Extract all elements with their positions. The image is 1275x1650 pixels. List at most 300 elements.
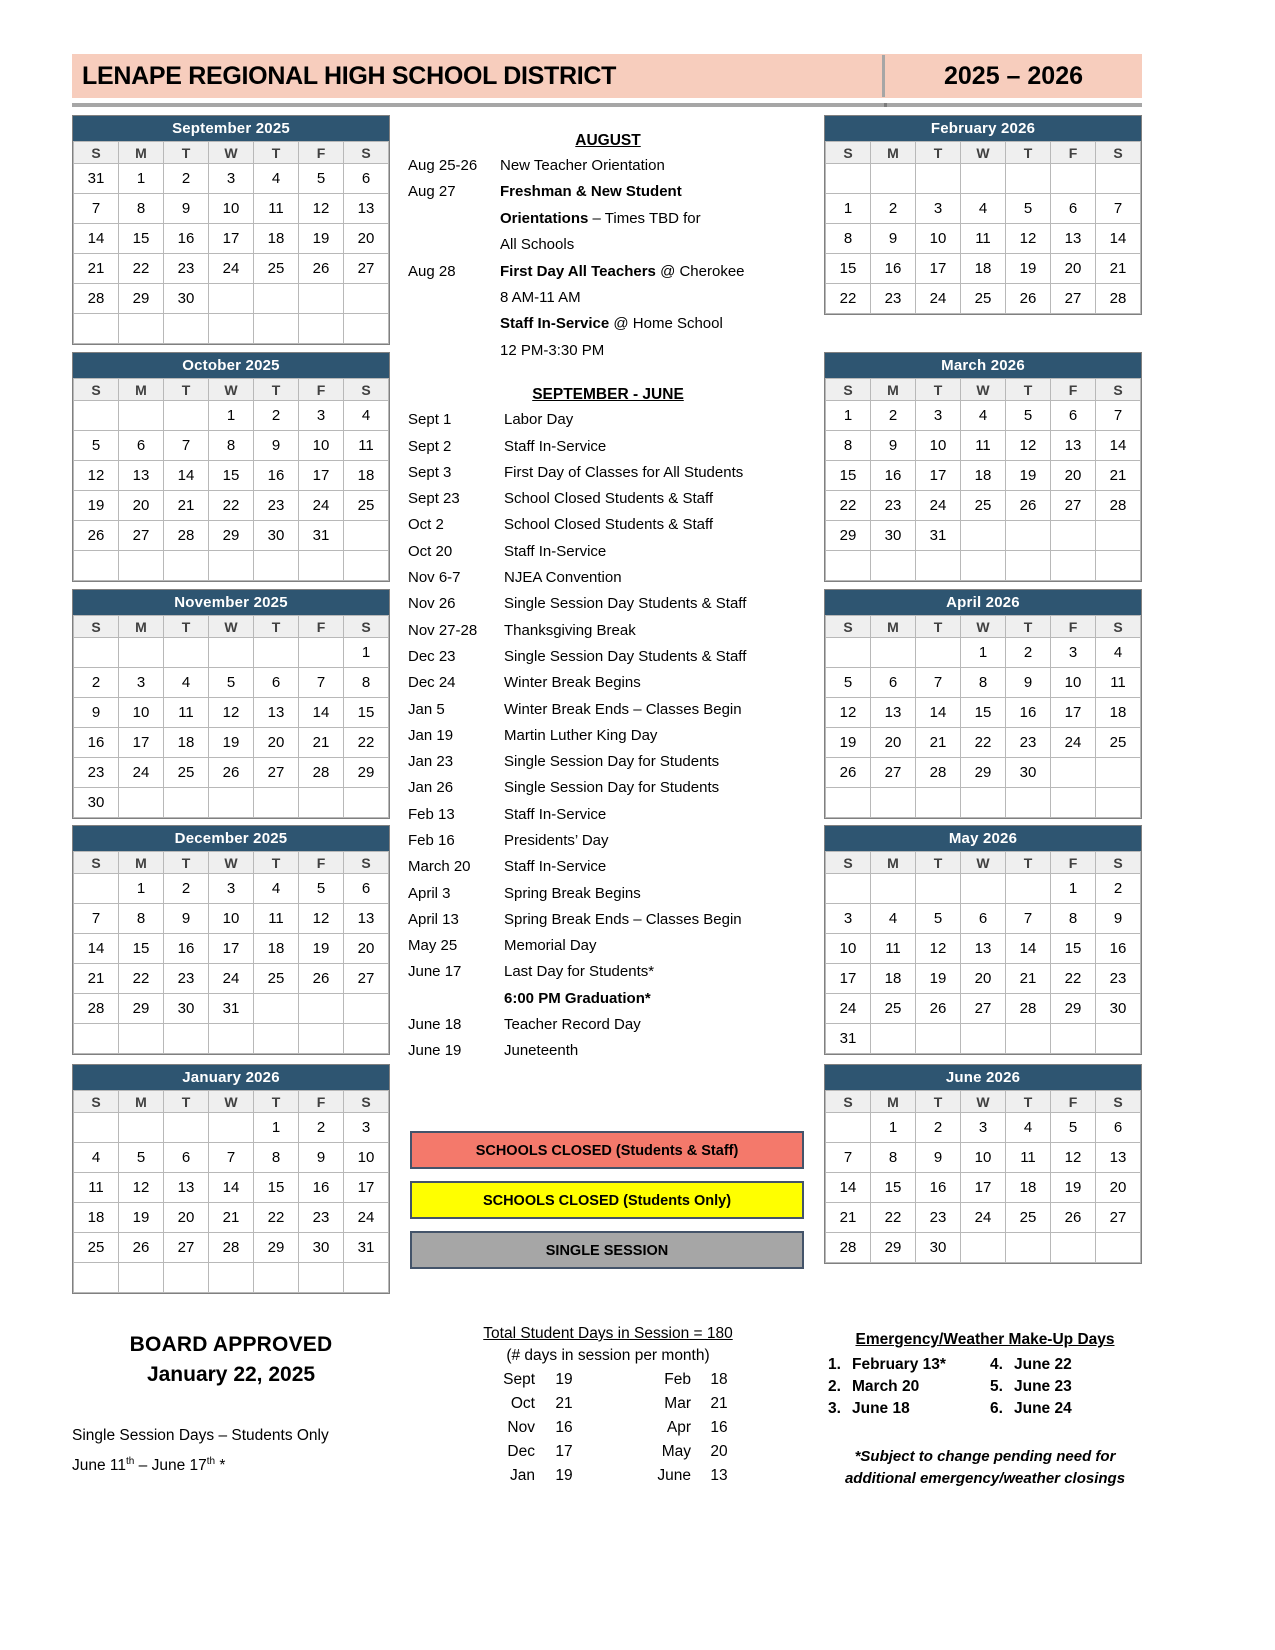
day-cell: 7 <box>916 668 961 698</box>
event-text <box>504 802 808 828</box>
week-row <box>74 164 389 194</box>
day-cell: 10 <box>119 698 164 728</box>
day-cell: 18 <box>74 1203 119 1233</box>
event-text-part: 8 AM-11 AM <box>500 289 581 307</box>
day-cell: 2 <box>1006 638 1051 668</box>
month-days-spacer <box>593 1440 633 1464</box>
day-cell: 7 <box>1006 904 1051 934</box>
day-cell: 5 <box>1006 194 1051 224</box>
weekday-header: F <box>1051 1091 1096 1113</box>
day-cell: 17 <box>826 964 871 994</box>
event-row <box>408 539 808 565</box>
day-cell: 4 <box>254 874 299 904</box>
day-cell: 6 <box>871 668 916 698</box>
week-row <box>74 1233 389 1263</box>
week-row <box>74 1263 389 1293</box>
event-row <box>408 232 808 258</box>
day-cell: 30 <box>871 521 916 551</box>
day-cell: 7 <box>164 431 209 461</box>
day-cell <box>1051 758 1096 788</box>
days-per-month-table <box>469 1368 747 1488</box>
event-text-part: Single Session Day for Students <box>504 753 720 771</box>
events-spacer <box>408 364 808 386</box>
week-row <box>826 254 1141 284</box>
day-cell: 8 <box>344 668 389 698</box>
day-cell: 19 <box>1006 461 1051 491</box>
week-row <box>826 874 1141 904</box>
makeup-v2: June 23 <box>1014 1378 1072 1395</box>
day-cell: 8 <box>826 431 871 461</box>
emergency-note: *Subject to change pending need for additional emergency/weather closings <box>844 1448 1126 1487</box>
day-cell <box>1096 164 1141 194</box>
day-cell: 26 <box>826 758 871 788</box>
event-text-part: Single Session Day Students & Staff <box>504 647 747 665</box>
event-row <box>408 881 808 907</box>
day-cell <box>1051 521 1096 551</box>
day-cell: 28 <box>826 1233 871 1263</box>
day-cell: 27 <box>344 964 389 994</box>
month-days-m1: Sept <box>503 1371 535 1388</box>
day-cell <box>916 638 961 668</box>
day-cell: 28 <box>1006 994 1051 1024</box>
event-date <box>408 285 500 311</box>
month-grid <box>825 851 1141 1054</box>
august-heading: AUGUST <box>575 132 641 149</box>
day-cell: 25 <box>961 491 1006 521</box>
day-cell: 14 <box>164 461 209 491</box>
month-title: September 2025 <box>73 116 389 141</box>
weekday-header: M <box>871 852 916 874</box>
day-cell: 17 <box>916 254 961 284</box>
event-text-part: Single Session Day Students & Staff <box>504 595 747 613</box>
day-cell: 6 <box>1051 401 1096 431</box>
day-cell: 31 <box>916 521 961 551</box>
week-row <box>826 401 1141 431</box>
day-cell: 15 <box>119 934 164 964</box>
week-row <box>74 224 389 254</box>
event-date: April 13 <box>408 910 459 928</box>
day-cell: 14 <box>299 698 344 728</box>
weekday-header: W <box>961 616 1006 638</box>
event-date: Jan 5 <box>408 700 445 718</box>
event-text <box>504 723 808 749</box>
event-row <box>408 775 808 801</box>
month-days-v1: 19 <box>555 1371 573 1388</box>
day-cell: 29 <box>961 758 1006 788</box>
day-cell: 1 <box>1051 874 1096 904</box>
day-cell <box>119 1113 164 1143</box>
day-cell: 19 <box>74 491 119 521</box>
month-grid <box>73 615 389 818</box>
day-cell: 7 <box>826 1143 871 1173</box>
week-row <box>74 728 389 758</box>
day-cell: 5 <box>1006 401 1051 431</box>
day-cell <box>1096 521 1141 551</box>
day-cell: 3 <box>1051 638 1096 668</box>
event-date: June 18 <box>408 1016 462 1034</box>
day-cell <box>254 1263 299 1293</box>
day-cell: 30 <box>254 521 299 551</box>
month-calendar <box>824 825 1142 1055</box>
event-row <box>408 644 808 670</box>
week-row <box>74 521 389 551</box>
legend-item: SINGLE SESSION <box>410 1231 804 1269</box>
day-cell <box>916 164 961 194</box>
week-row <box>826 431 1141 461</box>
day-cell: 3 <box>961 1113 1006 1143</box>
banner-underline-tick <box>884 103 887 107</box>
event-text <box>500 232 808 258</box>
month-grid <box>73 378 389 581</box>
day-cell: 13 <box>1051 224 1096 254</box>
day-cell: 10 <box>916 431 961 461</box>
day-cell: 28 <box>1096 491 1141 521</box>
day-cell: 17 <box>299 461 344 491</box>
event-date: May 25 <box>408 937 458 955</box>
emergency-makeup-table <box>820 1354 1144 1420</box>
day-cell: 24 <box>916 491 961 521</box>
events-column <box>408 132 808 1065</box>
event-date: Dec 23 <box>408 647 456 665</box>
month-grid <box>825 378 1141 581</box>
event-text <box>504 565 808 591</box>
day-cell <box>826 638 871 668</box>
day-cell: 15 <box>961 698 1006 728</box>
makeup-n2: 4. <box>990 1356 1003 1373</box>
day-cell: 26 <box>1006 491 1051 521</box>
day-cell: 10 <box>916 224 961 254</box>
day-cell: 21 <box>164 491 209 521</box>
day-cell: 9 <box>1096 904 1141 934</box>
day-cell <box>344 314 389 344</box>
day-cell: 23 <box>164 254 209 284</box>
day-cell: 30 <box>1006 758 1051 788</box>
day-cell: 18 <box>254 224 299 254</box>
week-row <box>74 491 389 521</box>
event-date: Nov 27-28 <box>408 621 478 639</box>
day-cell: 8 <box>119 194 164 224</box>
day-cell <box>74 1263 119 1293</box>
day-cell <box>119 401 164 431</box>
event-text-part: School Closed Students & Staff <box>504 516 714 534</box>
day-cell: 13 <box>344 194 389 224</box>
day-cell <box>164 638 209 668</box>
day-cell: 17 <box>961 1173 1006 1203</box>
week-row <box>826 994 1141 1024</box>
week-row <box>826 224 1141 254</box>
week-row <box>826 1143 1141 1173</box>
event-text-part: Memorial Day <box>504 937 597 955</box>
day-cell: 24 <box>916 284 961 314</box>
weekday-header: F <box>299 142 344 164</box>
day-cell: 15 <box>344 698 389 728</box>
day-cell: 11 <box>871 934 916 964</box>
school-year: 2025 – 2026 <box>943 61 1084 90</box>
month-days-v2: 16 <box>710 1419 728 1436</box>
month-days-v1: 19 <box>555 1467 573 1484</box>
weekday-header: S <box>1096 379 1141 401</box>
month-days-m1: Dec <box>507 1443 535 1460</box>
week-row <box>74 638 389 668</box>
weekday-header: F <box>1051 142 1096 164</box>
day-cell: 7 <box>1096 401 1141 431</box>
emergency-heading: Emergency/Weather Make-Up Days <box>855 1331 1115 1348</box>
week-row <box>826 521 1141 551</box>
weekday-header: T <box>1006 379 1051 401</box>
week-row <box>74 284 389 314</box>
day-cell: 6 <box>344 164 389 194</box>
day-cell <box>871 164 916 194</box>
day-cell: 22 <box>871 1203 916 1233</box>
weekday-header: S <box>344 616 389 638</box>
week-row <box>826 728 1141 758</box>
day-cell: 22 <box>1051 964 1096 994</box>
day-cell: 2 <box>164 164 209 194</box>
day-cell: 4 <box>871 904 916 934</box>
week-row <box>826 698 1141 728</box>
week-row <box>74 1024 389 1054</box>
day-cell <box>209 314 254 344</box>
week-row <box>74 431 389 461</box>
day-cell: 9 <box>164 904 209 934</box>
day-cell <box>344 994 389 1024</box>
event-row <box>408 434 808 460</box>
month-calendar <box>824 1064 1142 1264</box>
day-cell: 13 <box>254 698 299 728</box>
event-text-part: Spring Break Begins <box>504 884 641 902</box>
event-row <box>408 854 808 880</box>
week-row <box>826 758 1141 788</box>
weekday-header: S <box>74 142 119 164</box>
day-cell: 19 <box>299 934 344 964</box>
event-row <box>408 285 808 311</box>
event-text <box>504 460 808 486</box>
day-cell: 9 <box>871 224 916 254</box>
event-row <box>408 907 808 933</box>
day-cell <box>299 638 344 668</box>
day-cell <box>344 1024 389 1054</box>
week-row <box>826 1024 1141 1054</box>
day-cell: 22 <box>209 491 254 521</box>
week-row <box>74 964 389 994</box>
day-cell: 4 <box>961 401 1006 431</box>
event-text <box>500 285 808 311</box>
event-text-part: New Teacher Orientation <box>500 157 665 174</box>
event-text-part: Orientations <box>500 209 589 227</box>
event-text-part: 12 PM-3:30 PM <box>500 341 605 359</box>
day-cell: 9 <box>164 194 209 224</box>
day-cell: 23 <box>299 1203 344 1233</box>
board-approval <box>72 1333 390 1387</box>
legend-item: SCHOOLS CLOSED (Students & Staff) <box>410 1131 804 1169</box>
day-cell: 12 <box>209 698 254 728</box>
day-cell: 10 <box>209 194 254 224</box>
weekday-header: T <box>254 616 299 638</box>
day-cell <box>74 638 119 668</box>
day-cell <box>299 1024 344 1054</box>
event-text <box>504 486 808 512</box>
day-cell: 14 <box>1096 224 1141 254</box>
week-row <box>74 874 389 904</box>
day-cell: 8 <box>871 1143 916 1173</box>
day-cell: 16 <box>74 728 119 758</box>
month-title: February 2026 <box>825 116 1141 141</box>
day-cell: 27 <box>1096 1203 1141 1233</box>
weekday-header: M <box>871 142 916 164</box>
month-grid <box>73 1090 389 1293</box>
weekday-header: S <box>344 379 389 401</box>
day-cell: 2 <box>871 194 916 224</box>
day-cell <box>1006 1233 1051 1263</box>
event-text <box>504 775 808 801</box>
week-row <box>74 401 389 431</box>
day-cell: 20 <box>1096 1173 1141 1203</box>
legend <box>410 1131 804 1281</box>
day-cell: 2 <box>916 1113 961 1143</box>
event-row <box>408 802 808 828</box>
day-cell: 21 <box>1096 254 1141 284</box>
day-cell: 11 <box>254 904 299 934</box>
event-text <box>504 907 808 933</box>
day-cell: 20 <box>871 728 916 758</box>
day-cell: 21 <box>1096 461 1141 491</box>
event-text <box>504 854 808 880</box>
day-cell: 19 <box>916 964 961 994</box>
day-cell: 17 <box>209 934 254 964</box>
day-cell: 17 <box>119 728 164 758</box>
event-text-part: Staff In-Service <box>504 858 607 876</box>
day-cell: 22 <box>119 254 164 284</box>
event-date: Dec 24 <box>408 674 456 692</box>
day-cell: 29 <box>254 1233 299 1263</box>
weekday-header: T <box>164 379 209 401</box>
month-days-row <box>469 1416 747 1440</box>
day-cell: 5 <box>299 874 344 904</box>
day-cell: 3 <box>209 164 254 194</box>
event-text-part: – Times TBD for <box>588 209 701 227</box>
day-cell: 10 <box>1051 668 1096 698</box>
day-cell: 22 <box>119 964 164 994</box>
month-title: November 2025 <box>73 590 389 615</box>
month-grid <box>825 141 1141 314</box>
event-row <box>408 591 808 617</box>
day-cell: 12 <box>299 904 344 934</box>
day-cell: 10 <box>961 1143 1006 1173</box>
day-cell <box>119 314 164 344</box>
day-cell: 7 <box>74 904 119 934</box>
day-cell: 5 <box>1051 1113 1096 1143</box>
makeup-n2: 6. <box>990 1400 1003 1417</box>
day-cell: 18 <box>961 254 1006 284</box>
day-cell <box>254 638 299 668</box>
day-cell: 17 <box>344 1173 389 1203</box>
day-cell: 21 <box>916 728 961 758</box>
day-cell <box>119 551 164 581</box>
day-cell: 13 <box>1096 1143 1141 1173</box>
day-cell: 30 <box>74 788 119 818</box>
event-text-part: Juneteenth <box>504 1042 579 1060</box>
event-date: Feb 16 <box>408 832 455 849</box>
weekday-header: F <box>1051 616 1096 638</box>
weekday-header: T <box>916 1091 961 1113</box>
day-cell <box>299 314 344 344</box>
day-cell <box>916 1024 961 1054</box>
makeup-v2: June 22 <box>1014 1356 1072 1373</box>
weekday-header: T <box>164 142 209 164</box>
day-cell: 25 <box>871 994 916 1024</box>
makeup-v1: June 18 <box>852 1400 910 1417</box>
month-grid <box>825 615 1141 818</box>
day-cell: 14 <box>1006 934 1051 964</box>
day-cell <box>1051 788 1096 818</box>
day-cell <box>1096 788 1141 818</box>
week-row <box>826 788 1141 818</box>
weekday-header: W <box>961 852 1006 874</box>
day-cell: 19 <box>1051 1173 1096 1203</box>
weekday-header: S <box>1096 1091 1141 1113</box>
day-cell <box>299 1263 344 1293</box>
event-date <box>408 206 500 232</box>
day-cell: 29 <box>344 758 389 788</box>
day-cell: 21 <box>74 254 119 284</box>
day-cell: 17 <box>916 461 961 491</box>
day-cell: 31 <box>344 1233 389 1263</box>
event-row <box>408 565 808 591</box>
day-cell: 31 <box>299 521 344 551</box>
day-cell: 4 <box>254 164 299 194</box>
event-text <box>504 881 808 907</box>
makeup-day-row <box>820 1354 1144 1376</box>
day-cell <box>1006 521 1051 551</box>
day-cell: 26 <box>1051 1203 1096 1233</box>
week-row <box>826 491 1141 521</box>
month-days-v2: 21 <box>710 1395 728 1412</box>
day-cell: 13 <box>871 698 916 728</box>
day-cell <box>916 874 961 904</box>
event-text-part: Teacher Record Day <box>504 1016 641 1034</box>
month-days-m1: Nov <box>507 1419 535 1436</box>
day-cell: 19 <box>299 224 344 254</box>
day-cell <box>254 994 299 1024</box>
event-text-part: Staff In-Service <box>504 542 607 560</box>
day-cell: 20 <box>164 1203 209 1233</box>
event-row <box>408 179 808 205</box>
weekday-header: S <box>344 1091 389 1113</box>
weekday-header: T <box>164 1091 209 1113</box>
day-cell <box>916 788 961 818</box>
day-cell: 21 <box>209 1203 254 1233</box>
event-date <box>408 338 500 364</box>
event-row <box>408 723 808 749</box>
day-cell: 6 <box>1051 194 1096 224</box>
day-cell <box>826 164 871 194</box>
event-row <box>408 153 808 179</box>
day-cell: 7 <box>209 1143 254 1173</box>
week-row <box>74 1113 389 1143</box>
day-cell <box>209 284 254 314</box>
day-cell <box>74 314 119 344</box>
day-cell: 25 <box>164 758 209 788</box>
day-cell: 9 <box>871 431 916 461</box>
day-cell: 11 <box>1096 668 1141 698</box>
day-cell: 4 <box>164 668 209 698</box>
day-cell <box>871 551 916 581</box>
weekday-header: M <box>119 1091 164 1113</box>
weekday-header: S <box>344 142 389 164</box>
day-cell: 1 <box>119 874 164 904</box>
day-cell <box>1006 164 1051 194</box>
weekday-header: F <box>299 1091 344 1113</box>
